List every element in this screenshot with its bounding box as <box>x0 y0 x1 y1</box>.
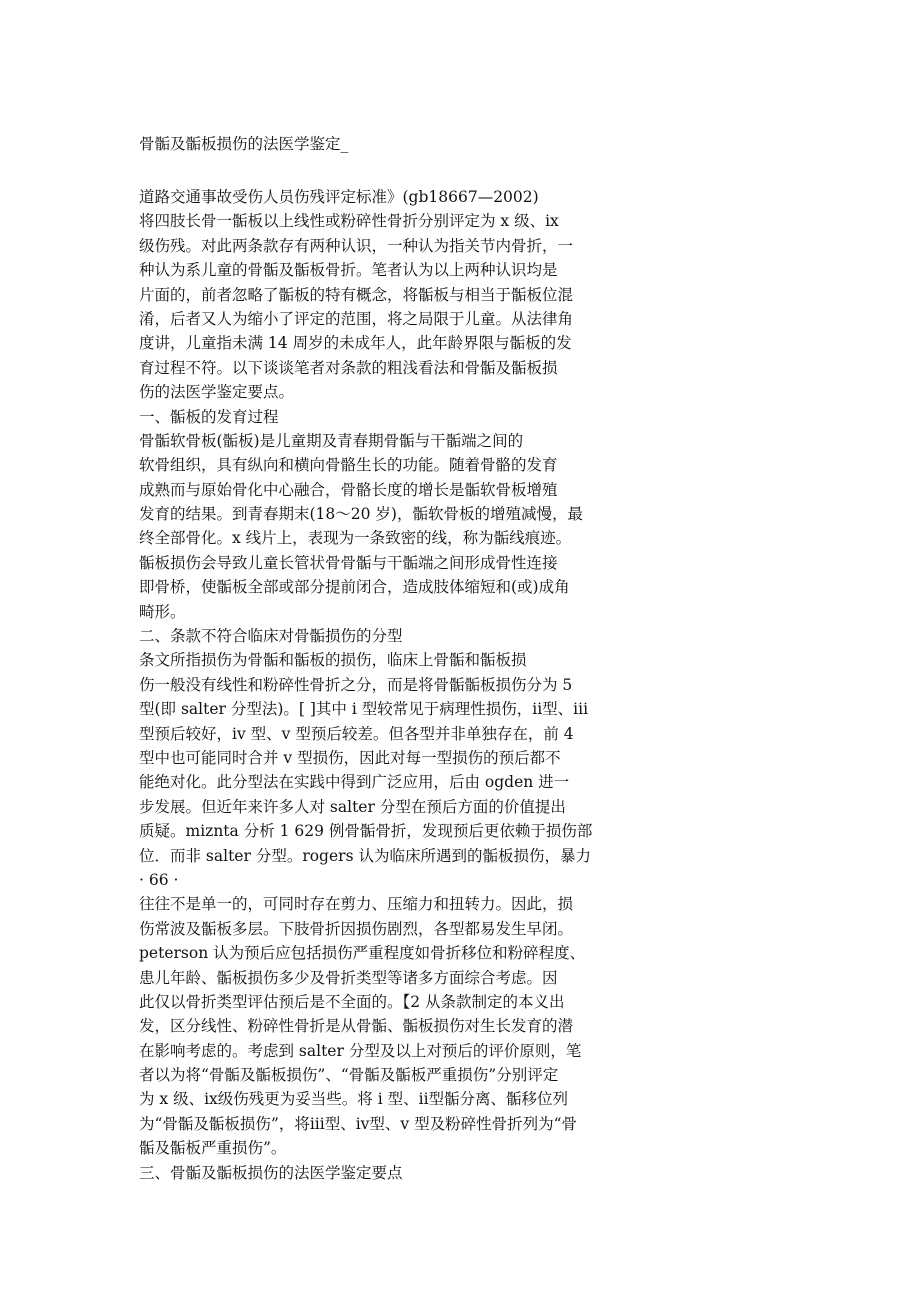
text-line: 伤的法医学鉴定要点。 <box>139 383 295 402</box>
text-line: 一、骺板的发育过程 <box>139 407 279 426</box>
text-line: 伤常波及骺板多层。下肢骨折因损伤剧烈，各型都易发生早闭。 <box>139 919 574 938</box>
text-line: 终全部骨化。x 线片上，表现为一条致密的线，称为骺线痕迹。 <box>139 529 572 548</box>
text-line: 骺板损伤会导致儿童长管状骨骨骺与干骺端之间形成骨性连接 <box>139 553 558 572</box>
text-line: 度讲，儿童指未满 14 周岁的未成年人，此年龄界限与骺板的发 <box>139 334 572 353</box>
text-line: 即骨桥，使骺板全部或部分提前闭合，造成肢体缩短和(或)成角 <box>139 578 570 597</box>
text-line: 质疑。miznta 分析 1 629 例骨骺骨折，发现预后更依赖于损伤部 <box>139 822 593 841</box>
text-line: 发，区分线性、粉碎性骨折是从骨骺、骺板损伤对生长发育的潜 <box>139 1017 574 1036</box>
text-line: 畸形。 <box>139 602 186 621</box>
text-line: 型预后较好，iv 型、v 型预后较差。但各型并非单独存在，前 4 <box>139 724 574 743</box>
text-line: 片面的，前者忽略了骺板的特有概念，将骺板与相当于骺板位混 <box>139 285 574 304</box>
text-line: 成熟而与原始骨化中心融合，骨骼长度的增长是骺软骨板增殖 <box>139 480 558 499</box>
text-line: 步发展。但近年来许多人对 salter 分型在预后方面的价值提出 <box>139 797 566 816</box>
text-line: 育过程不符。以下谈谈笔者对条款的粗浅看法和骨骺及骺板损 <box>139 358 558 377</box>
text-line: 为“骨骺及骺板损伤”，将iii型、iv型、v 型及粉碎性骨折列为“骨 <box>139 1114 578 1133</box>
text-line: 型(即 salter 分型法)。[ ]其中 i 型较常见于病理性损伤，ii型、iii <box>139 700 589 719</box>
text-line: 位．而非 salter 分型。rogers 认为临床所遇到的骺板损伤，暴力 <box>139 846 591 865</box>
text-line: 二、条款不符合临床对骨骺损伤的分型 <box>139 627 403 646</box>
text-line: 将四肢长骨一骺板以上线性或粉碎性骨折分别评定为 x 级、ix <box>139 212 559 231</box>
text-line: 骨骺软骨板(骺板)是儿童期及青春期骨骺与干骺端之间的 <box>139 431 524 450</box>
text-line: · 66 · <box>139 870 179 889</box>
text-line: 往往不是单一的，可同时存在剪力、压缩力和扭转力。因此，损 <box>139 895 574 914</box>
text-line: peterson 认为预后应包括损伤严重程度如骨折移位和粉碎程度、 <box>139 944 586 963</box>
text-line: 软骨组织，具有纵向和横向骨骼生长的功能。随着骨骼的发育 <box>139 456 558 475</box>
text-line: 此仅以骨折类型评估预后是不全面的。【2 从条款制定的本义出 <box>139 992 565 1011</box>
text-line: 患儿年龄、骺板损伤多少及骨折类型等诸多方面综合考虑。因 <box>139 968 558 987</box>
document-title: 骨骺及骺板损伤的法医学鉴定_ <box>139 135 349 153</box>
text-line: 者以为将“骨骺及骺板损伤”、“骨骺及骺板严重损伤”分别评定 <box>139 1066 559 1085</box>
text-line: 骺及骺板严重损伤”。 <box>139 1139 287 1158</box>
text-line: 级伤残。对此两条款存有两种认识，一种认为指关节内骨折，一 <box>139 236 574 255</box>
text-line: 种认为系儿童的骨骺及骺板骨折。笔者认为以上两种认识均是 <box>139 261 558 280</box>
text-lines <box>139 185 609 1185</box>
text-line: 能绝对化。此分型法在实践中得到广泛应用，后由 ogden 进一 <box>139 773 570 792</box>
text-line: 发育的结果。到青春期末(18～20 岁)，骺软骨板的增殖减慢，最 <box>139 505 583 524</box>
text-line: 条文所指损伤为骨骺和骺板的损伤，临床上骨骺和骺板损 <box>139 651 527 670</box>
text-line: 在影响考虑的。考虑到 salter 分型及以上对预后的评价原则，笔 <box>139 1041 582 1060</box>
text-line: 为 x 级、ix级伤残更为妥当些。将 i 型、ii型骺分离、骺移位列 <box>139 1090 569 1109</box>
text-line: 伤一般没有线性和粉碎性骨折之分，而是将骨骺骺板损伤分为 5 <box>139 675 573 694</box>
text-line: 淆，后者又人为缩小了评定的范围，将之局限于儿童。从法律角 <box>139 309 574 328</box>
text-line: 道路交通事故受伤人员伤残评定标准》(gb18667—2002) <box>139 188 539 206</box>
blank-line <box>139 157 609 185</box>
document-body <box>139 131 609 1185</box>
text-line: 型中也可能同时合并 v 型损伤，因此对每一型损伤的预后都不 <box>139 748 561 767</box>
text-line: 三、骨骺及骺板损伤的法医学鉴定要点 <box>139 1163 403 1182</box>
